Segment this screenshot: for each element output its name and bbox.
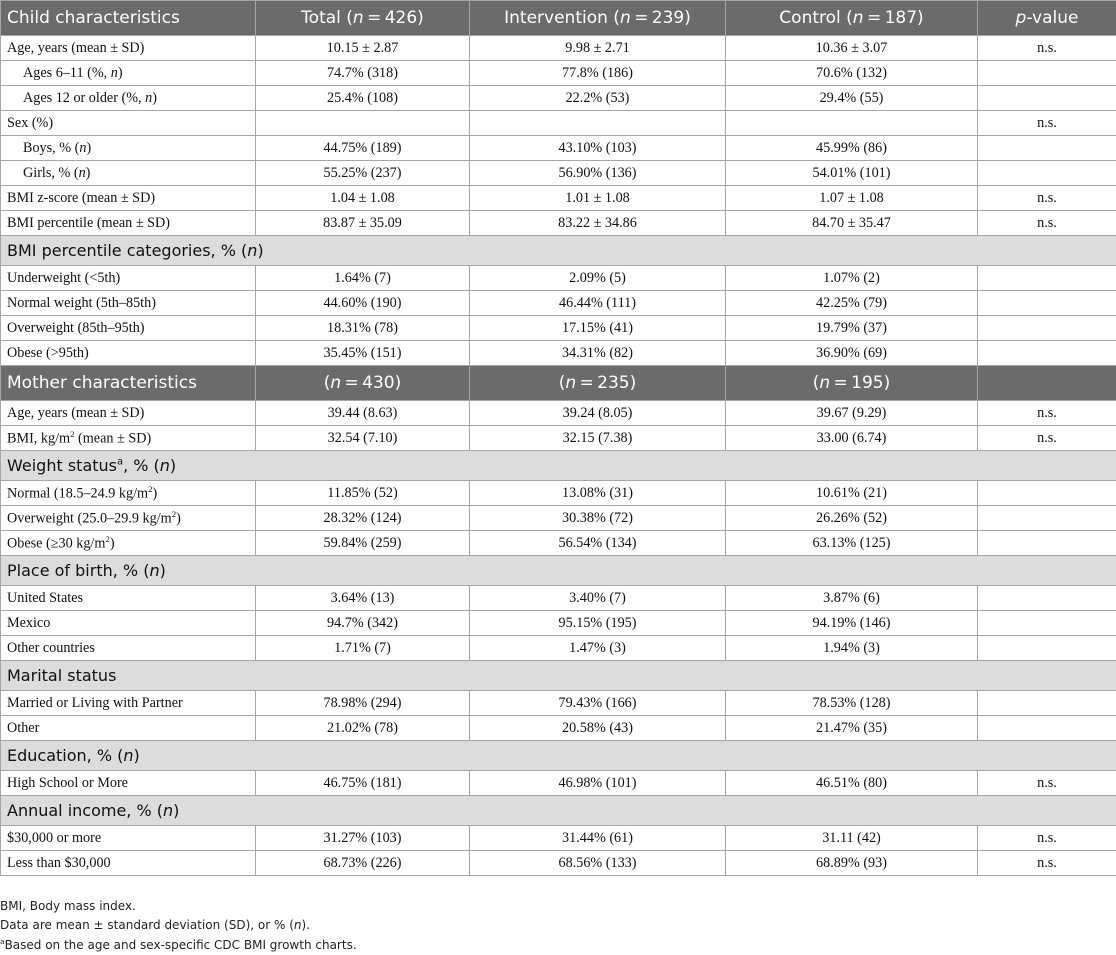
p-value-cell: n.s. [978,211,1116,236]
mother-p-value-header [978,366,1116,401]
intervention-cell: 20.58% (43) [470,716,726,741]
intervention-cell: 1.01 ± 1.08 [470,186,726,211]
table-row [1,211,1116,236]
total-cell: 68.73% (226) [256,851,470,876]
total-cell: 3.64% (13) [256,586,470,611]
education-section-title: Education, % (n) [1,741,1116,771]
control-cell: 46.51% (80) [726,771,978,796]
total-cell: 1.04 ± 1.08 [256,186,470,211]
p-value-cell [978,716,1116,741]
row-label: Normal (18.5–24.9 $kg/m^2$) [1,481,256,506]
control-cell: 63.13% (125) [726,531,978,556]
weight-status-section-title: Weight status$^a$, % (n) [1,451,1116,481]
row-label: Normal weight (5th–85th) [1,291,256,316]
row-label: Age, years (mean ± SD) [1,401,256,426]
marital-status-section-row [1,661,1116,691]
control-cell: 10.36 ± 3.07 [726,36,978,61]
row-label: United States [1,586,256,611]
control-cell: 1.94% (3) [726,636,978,661]
intervention-cell: 3.40% (7) [470,586,726,611]
row-label: Age, years (mean ± SD) [1,36,256,61]
p-value-cell: n.s. [978,36,1116,61]
total-cell: 1.64% (7) [256,266,470,291]
total-cell: 44.75% (189) [256,136,470,161]
footnote-a [0,937,357,952]
total-cell: 74.7% (318) [256,61,470,86]
mother-header-row [1,366,1116,401]
row-label: Other countries [1,636,256,661]
control-cell: 33.00 (6.74) [726,426,978,451]
intervention-cell: 56.90% (136) [470,161,726,186]
p-value-cell [978,86,1116,111]
intervention-cell: 77.8% (186) [470,61,726,86]
intervention-cell: 56.54% (134) [470,531,726,556]
footnote-data-note: Data are mean ± standard deviation (SD), or % (n). [0,918,310,932]
table-row [1,481,1116,506]
total-cell: 11.85% (52) [256,481,470,506]
intervention-cell: 32.15 (7.38) [470,426,726,451]
control-cell: 39.67 (9.29) [726,401,978,426]
table-row [1,266,1116,291]
table-row [1,111,1116,136]
total-cell: 59.84% (259) [256,531,470,556]
total-cell [256,111,470,136]
total-cell: 44.60% (190) [256,291,470,316]
intervention-cell: 95.15% (195) [470,611,726,636]
p-value-cell: n.s. [978,401,1116,426]
p-value-cell [978,531,1116,556]
p-value-cell [978,636,1116,661]
p-value-column-header: p-value [978,1,1116,36]
annual-income-section-row [1,796,1116,826]
mother-total-header: (n = 430) [256,366,470,401]
table-row [1,771,1116,796]
table-row [1,36,1116,61]
weight-status-section-row [1,451,1116,481]
total-cell: 46.75% (181) [256,771,470,796]
control-cell: 54.01% (101) [726,161,978,186]
row-label: Girls, % (n) [1,161,256,186]
footnote-a-marker: a [0,937,5,946]
intervention-cell: 30.38% (72) [470,506,726,531]
table-row [1,316,1116,341]
table-row [1,341,1116,366]
mother-characteristics-heading: Mother characteristics [1,366,256,401]
bmi-percentile-section-row [1,236,1116,266]
total-cell: 32.54 (7.10) [256,426,470,451]
intervention-cell: 79.43% (166) [470,691,726,716]
table-row [1,586,1116,611]
table-row [1,426,1116,451]
table-row [1,716,1116,741]
total-cell: 94.7% (342) [256,611,470,636]
row-label: Ages 6–11 (%, n) [1,61,256,86]
child-characteristics-heading: Child characteristics [1,1,256,36]
footnote-a-text: Based on the age and sex-specific CDC BMI growth charts. [4,938,357,952]
control-cell: 1.07% (2) [726,266,978,291]
control-cell: 26.26% (52) [726,506,978,531]
p-value-cell: n.s. [978,771,1116,796]
p-value-cell [978,506,1116,531]
control-cell: 3.87% (6) [726,586,978,611]
control-cell: 21.47% (35) [726,716,978,741]
row-label: BMI, $kg/m^2$ (mean ± SD) [1,426,256,451]
mother-control-header: (n = 195) [726,366,978,401]
p-value-cell [978,266,1116,291]
intervention-cell: 13.08% (31) [470,481,726,506]
row-label: Obese (>95th) [1,341,256,366]
control-cell: 78.53% (128) [726,691,978,716]
education-section-row [1,741,1116,771]
total-column-header: Total (n = 426) [256,1,470,36]
intervention-cell: 34.31% (82) [470,341,726,366]
place-of-birth-section-row [1,556,1116,586]
row-label: Married or Living with Partner [1,691,256,716]
intervention-cell: 9.98 ± 2.71 [470,36,726,61]
control-cell: 42.25% (79) [726,291,978,316]
intervention-cell: 1.47% (3) [470,636,726,661]
total-cell: 83.87 ± 35.09 [256,211,470,236]
intervention-cell [470,111,726,136]
row-label: Obese (≥30 $kg/m^2$) [1,531,256,556]
intervention-cell: 17.15% (41) [470,316,726,341]
total-cell: 18.31% (78) [256,316,470,341]
row-label: Overweight (85th–95th) [1,316,256,341]
total-cell: 21.02% (78) [256,716,470,741]
p-value-cell [978,481,1116,506]
marital-status-section-title: Marital status [1,661,1116,691]
p-value-cell [978,611,1116,636]
row-label: Mexico [1,611,256,636]
control-column-header: Control (n = 187) [726,1,978,36]
row-label: Underweight (<5th) [1,266,256,291]
table-row [1,161,1116,186]
control-cell: 19.79% (37) [726,316,978,341]
table-row [1,826,1116,851]
p-value-cell [978,586,1116,611]
intervention-cell: 46.44% (111) [470,291,726,316]
intervention-cell: 68.56% (133) [470,851,726,876]
control-cell: 70.6% (132) [726,61,978,86]
control-cell: 94.19% (146) [726,611,978,636]
row-label: Less than $30,000 [1,851,256,876]
total-cell: 78.98% (294) [256,691,470,716]
footnote-abbreviation: BMI, Body mass index. [0,899,136,913]
table-row [1,86,1116,111]
p-value-cell: n.s. [978,851,1116,876]
total-cell: 31.27% (103) [256,826,470,851]
intervention-cell: 46.98% (101) [470,771,726,796]
intervention-cell: 43.10% (103) [470,136,726,161]
table-row [1,506,1116,531]
table-row [1,531,1116,556]
p-value-cell [978,291,1116,316]
bmi-percentile-section-title: BMI percentile categories, % (n) [1,236,1116,266]
total-cell: 35.45% (151) [256,341,470,366]
control-cell: 36.90% (69) [726,341,978,366]
control-cell: 45.99% (86) [726,136,978,161]
intervention-cell: 22.2% (53) [470,86,726,111]
intervention-cell: 31.44% (61) [470,826,726,851]
row-label: $30,000 or more [1,826,256,851]
table-row [1,851,1116,876]
table-row [1,401,1116,426]
p-value-cell: n.s. [978,111,1116,136]
total-cell: 55.25% (237) [256,161,470,186]
row-label: Sex (%) [1,111,256,136]
table-row [1,291,1116,316]
row-label: Other [1,716,256,741]
row-label: Ages 12 or older (%, n) [1,86,256,111]
p-value-cell [978,316,1116,341]
table-row [1,61,1116,86]
control-cell: 84.70 ± 35.47 [726,211,978,236]
control-cell: 1.07 ± 1.08 [726,186,978,211]
total-cell: 10.15 ± 2.87 [256,36,470,61]
child-header-row [1,1,1116,36]
table-row [1,186,1116,211]
table-row [1,691,1116,716]
control-cell: 10.61% (21) [726,481,978,506]
p-value-cell [978,61,1116,86]
table-row [1,136,1116,161]
table-body [1,1,1116,876]
intervention-cell: 39.24 (8.05) [470,401,726,426]
intervention-cell: 83.22 ± 34.86 [470,211,726,236]
total-cell: 1.71% (7) [256,636,470,661]
row-label: BMI percentile (mean ± SD) [1,211,256,236]
control-cell: 31.11 (42) [726,826,978,851]
p-value-cell [978,161,1116,186]
row-label: Boys, % (n) [1,136,256,161]
intervention-cell: 2.09% (5) [470,266,726,291]
mother-intervention-header: (n = 235) [470,366,726,401]
total-cell: 28.32% (124) [256,506,470,531]
p-value-cell [978,341,1116,366]
total-cell: 39.44 (8.63) [256,401,470,426]
table-row [1,611,1116,636]
intervention-column-header: Intervention (n = 239) [470,1,726,36]
p-value-cell: n.s. [978,426,1116,451]
control-cell [726,111,978,136]
row-label: BMI z-score (mean ± SD) [1,186,256,211]
p-value-cell: n.s. [978,186,1116,211]
control-cell: 68.89% (93) [726,851,978,876]
p-value-cell [978,691,1116,716]
p-value-cell [978,136,1116,161]
table-row [1,636,1116,661]
p-value-cell: n.s. [978,826,1116,851]
row-label: Overweight (25.0–29.9 $kg/m^2$) [1,506,256,531]
place-of-birth-section-title: Place of birth, % (n) [1,556,1116,586]
total-cell: 25.4% (108) [256,86,470,111]
control-cell: 29.4% (55) [726,86,978,111]
annual-income-section-title: Annual income, % (n) [1,796,1116,826]
row-label: High School or More [1,771,256,796]
